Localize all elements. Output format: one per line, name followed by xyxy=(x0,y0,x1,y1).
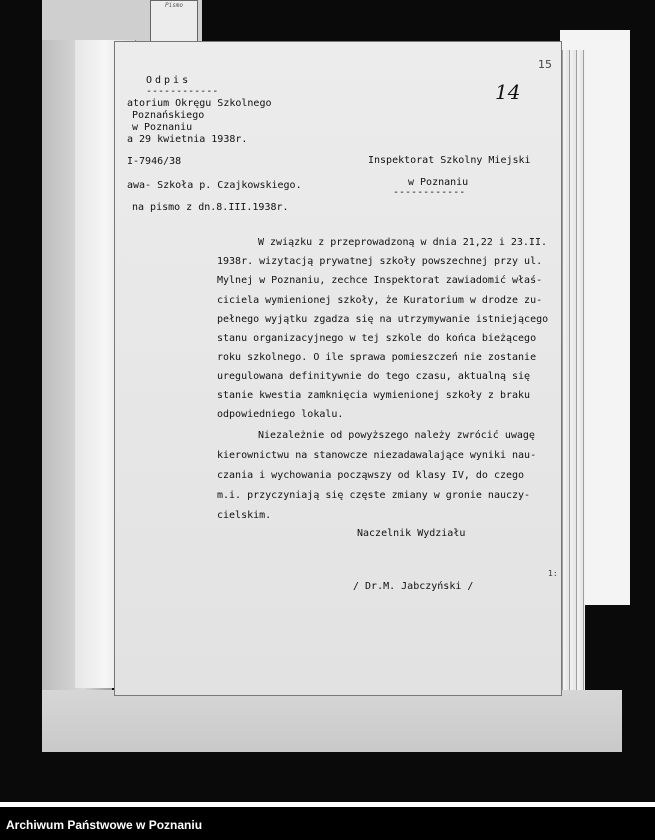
body-line: 1938r. wizytacją prywatnej szkoły powszechnej przy ul. xyxy=(217,256,543,267)
copy-label: Odpis xyxy=(146,75,192,86)
sender-line-3: w Poznaniu xyxy=(132,122,193,133)
margin-marks: 1: xyxy=(548,569,558,578)
archive-footer xyxy=(0,813,655,840)
recipient-underline: ------------ xyxy=(393,187,466,198)
reference-number: I-7946/38 xyxy=(127,156,182,167)
body-line: uregulowana definitywnie do tego czasu, aktualną się xyxy=(217,371,531,382)
body-line: kierownictwu na stanowcze niezadawalające wyniki nau- xyxy=(217,450,537,461)
recipient-name: Inspektorat Szkolny Miejski xyxy=(368,155,531,166)
body-line: stanie kwestia zamknięcia wymienionej szkoły z braku xyxy=(217,390,531,401)
archive-label: Archiwum Państwowe w Poznaniu xyxy=(6,818,203,832)
reply-reference: na pismo z dn.8.III.1938r. xyxy=(132,202,289,213)
tab-mark: Pismo xyxy=(150,0,198,42)
document-page xyxy=(115,42,561,695)
body-line: pełnego wyjątku zgadza się na utrzymywanie istniejącego xyxy=(217,314,549,325)
body-line: odpowiedniego lokalu. xyxy=(217,409,344,420)
bottom-sheet-strip xyxy=(42,690,622,752)
body-line: cielskim. xyxy=(217,510,272,521)
subject-line: awa- Szkoła p. Czajkowskiego. xyxy=(127,180,302,191)
footer-divider xyxy=(0,802,655,807)
signature-title: Naczelnik Wydziału xyxy=(357,528,466,539)
sender-line-2: Poznańskiego xyxy=(132,110,205,121)
signature-name: / Dr.M. Jabczyński / xyxy=(353,581,474,592)
sender-line-1: atorium Okręgu Szkolnego xyxy=(127,98,272,109)
body-line: czania i wychowania począwszy od klasy IV, do czego xyxy=(217,470,525,481)
body-line: Mylnej w Poznaniu, zechce Inspektorat zawiadomić właś- xyxy=(217,275,543,286)
body-line: ciciela wymienionej szkoły, że Kuratorium w drodze zu- xyxy=(217,295,543,306)
body-line: stanu organizacyjnego w tej szkole do końca bieżącego xyxy=(217,333,537,344)
copy-underline: ------------ xyxy=(146,86,219,97)
body-line: Niezależnie od powyższego należy zwrócić uwagę xyxy=(258,430,535,441)
body-line: W związku z przeprowadzoną w dnia 21,22 i 23.II. xyxy=(258,237,547,248)
recipient-city: w Poznaniu xyxy=(408,177,469,188)
handwritten-page-number: 14 xyxy=(495,80,521,104)
body-line: roku szkolnego. O ile sprawa pomieszczeń nie zostanie xyxy=(217,352,537,363)
date-line: a 29 kwietnia 1938r. xyxy=(127,134,248,145)
body-line: m.i. przyczyniają się częste zmiany w gronie nauczy- xyxy=(217,490,531,501)
archive-folio-number: 15 xyxy=(538,58,552,71)
